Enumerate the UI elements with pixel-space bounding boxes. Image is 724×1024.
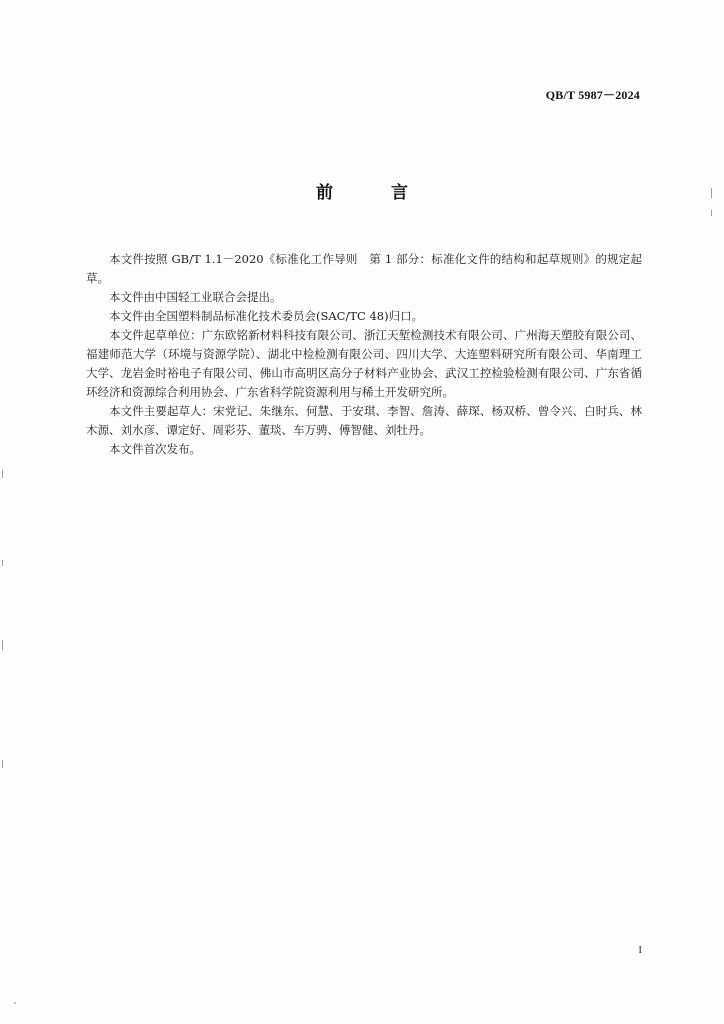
scan-edge-mark	[711, 188, 712, 198]
scan-edge-mark	[2, 560, 3, 566]
page-number: I	[638, 944, 642, 956]
scan-edge-mark	[2, 470, 3, 478]
paragraph-drafting-rules: 本文件按照 GB/T 1.1－2020《标准化工作导则 第 1 部分：标准化文件的结构和起草规则》的规定起草。	[86, 252, 642, 285]
page-title: 前 言	[316, 183, 434, 203]
paragraph-committee: 本文件由全国塑料制品标准化技术委员会(SAC/TC 48)归口。	[109, 309, 424, 323]
document-code: QB/T 5987－2024	[545, 88, 640, 102]
scan-speck	[14, 1002, 16, 1004]
scan-edge-mark	[2, 640, 3, 650]
paragraph-drafting-units: 本文件起草单位：广东欧铭新材料科技有限公司、浙江天堑检测技术有限公司、广州海天塑胶有限公司、福建师范大学（环境与资源学院）、湖北中检检测有限公司、四川大学、大连塑料研究所有限公司、华南理工大学、龙岩金时裕电子有限公司、佛山市高明区高分子材料产业协会、武汉工控检验检测有限公司、广东省循环经济和资源综合利用协会、广东省科学院资源利用与稀土开发研究所。	[86, 328, 642, 399]
scan-edge-mark	[2, 760, 3, 768]
foreword-body	[86, 250, 642, 459]
paragraph-proposer: 本文件由中国轻工业联合会提出。	[109, 290, 282, 304]
scan-edge-mark	[711, 210, 712, 216]
paragraph-drafters: 本文件主要起草人：宋党记、朱继东、何慧、于安琪、李智、詹涛、薛琛、杨双桥、曾令兴、白时兵、林木源、刘水彦、谭定好、周彩芬、董琰、车万骋、傅智健、刘牡丹。	[86, 404, 642, 437]
paragraph-first-release: 本文件首次发布。	[109, 442, 201, 456]
